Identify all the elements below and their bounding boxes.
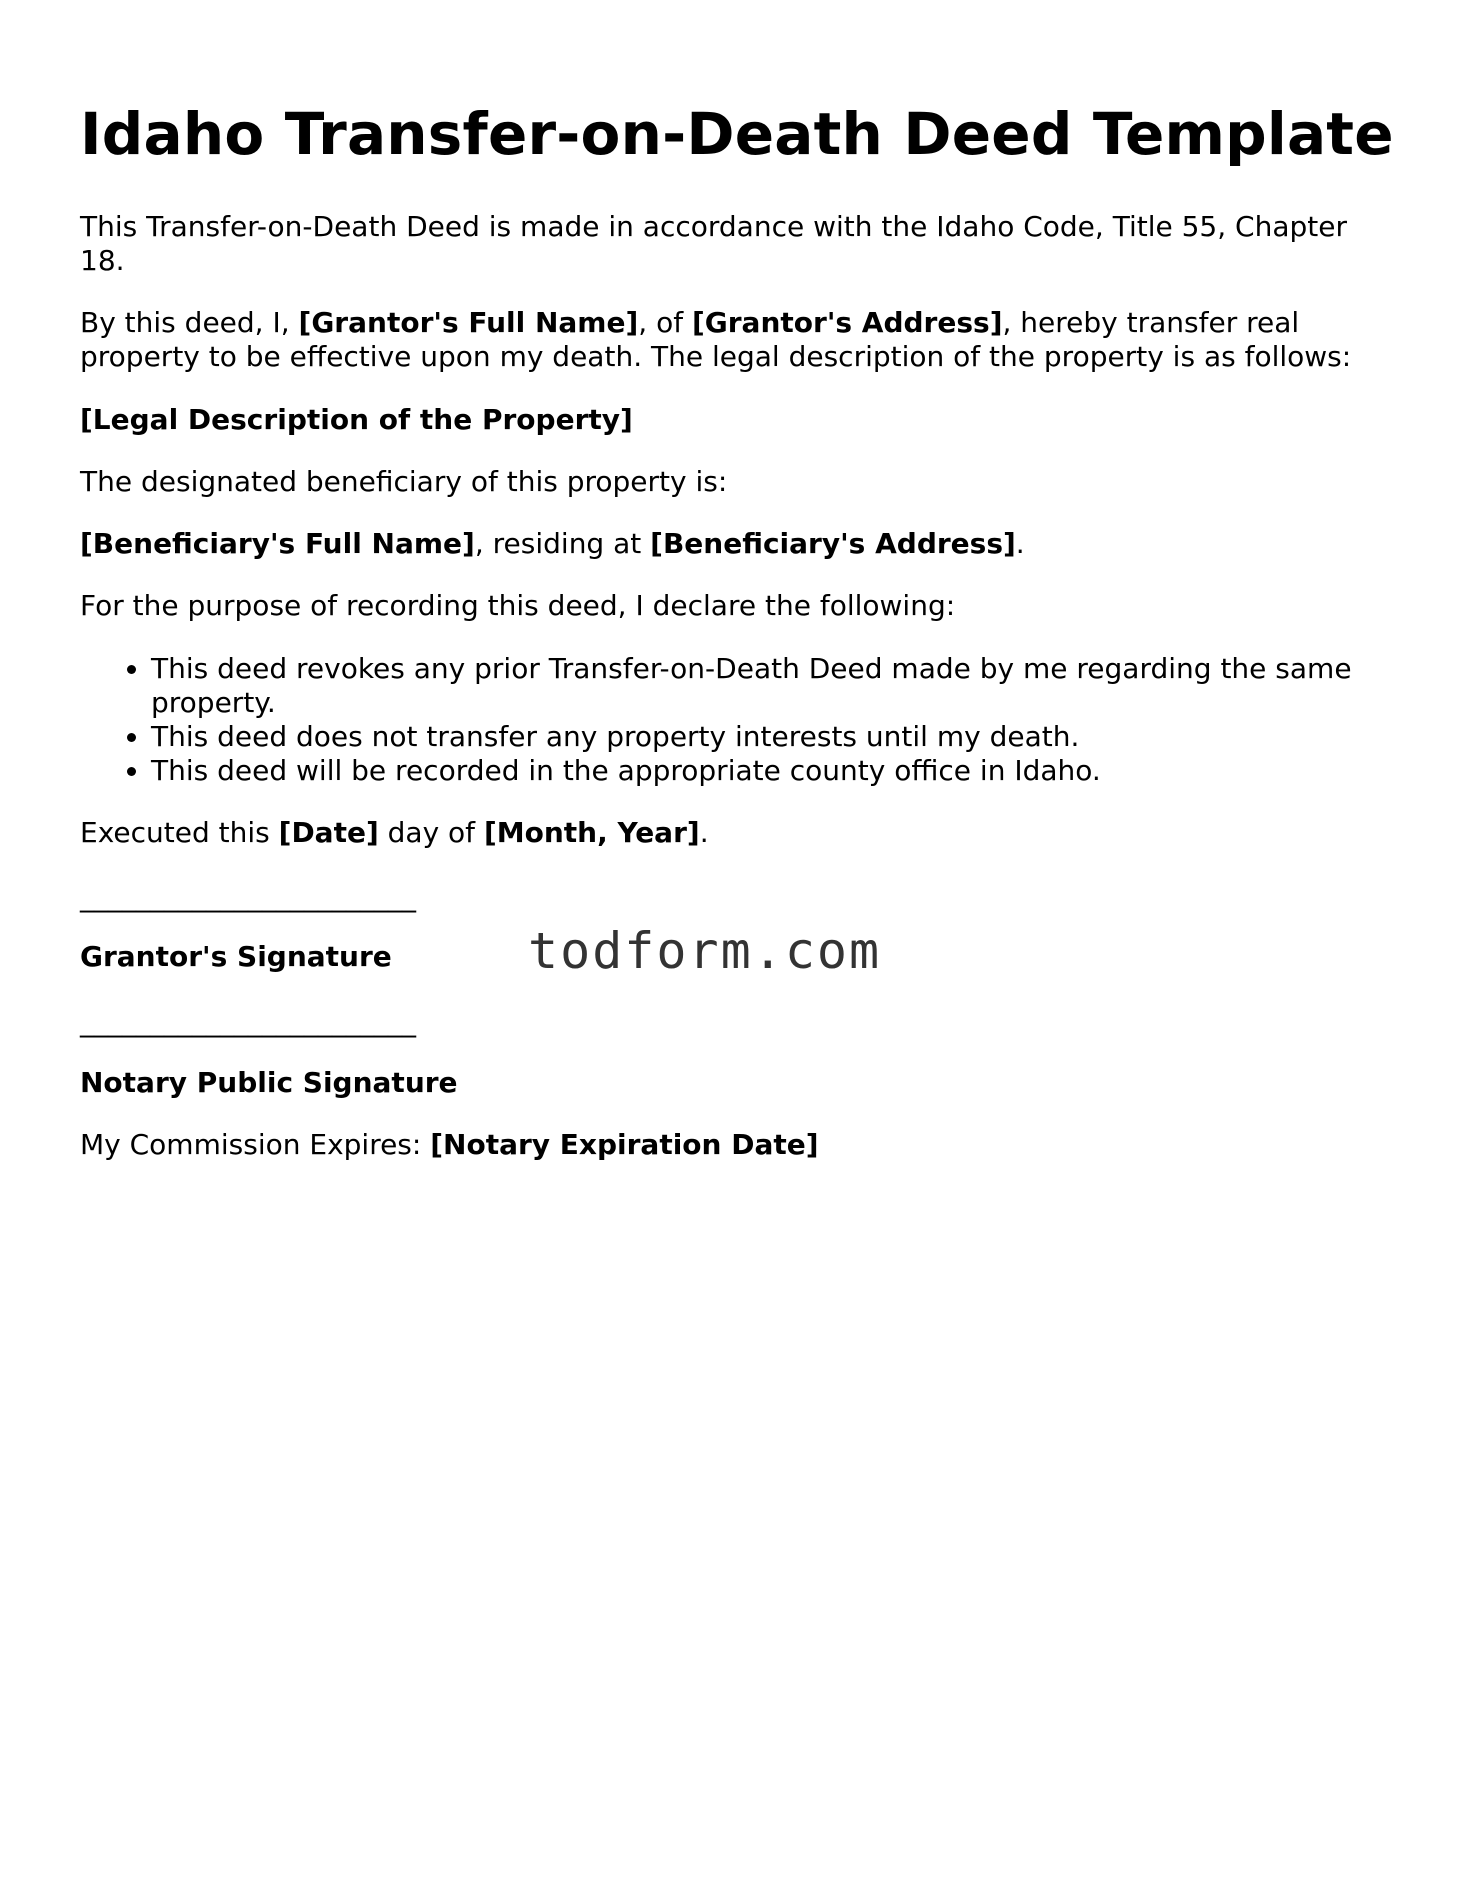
executed-paragraph <box>80 816 1380 850</box>
date-placeholder: [Date] <box>278 816 379 849</box>
month-year-placeholder: [Month, Year] <box>483 816 700 849</box>
watermark-text: todform.com <box>528 922 882 980</box>
beneficiary-text-mid: , residing at <box>474 527 651 560</box>
grant-text-mid: , of <box>638 306 692 339</box>
declaration-item: • This deed will be recorded in the appropriate county office in Idaho. <box>151 754 1451 788</box>
commission-paragraph <box>80 1128 1380 1162</box>
declaration-item: • This deed revokes any prior Transfer-on-Death Deed made by me regarding the same property. <box>151 652 1451 720</box>
grantor-name-placeholder: [Grantor's Full Name] <box>298 306 639 339</box>
notary-signature-line: ________________________ <box>80 1005 416 1038</box>
beneficiary-address-placeholder: [Beneficiary's Address] <box>650 527 1016 560</box>
executed-text-end: . <box>699 816 709 849</box>
grantor-address-placeholder: [Grantor's Address] <box>691 306 1003 339</box>
intro-paragraph: This Transfer-on-Death Deed is made in accordance with the Idaho Code, Title 55, Chapter 18. <box>80 210 1347 277</box>
notary-signature-label-row <box>80 1066 1380 1100</box>
notary-signature-label: Notary Public Signature <box>80 1066 458 1099</box>
grant-paragraph <box>80 306 1380 374</box>
notary-expiration-placeholder: [Notary Expiration Date] <box>430 1128 819 1161</box>
declaration-item: • This deed does not transfer any property interests until my death. <box>151 720 1451 754</box>
declarations-list <box>80 652 1451 788</box>
grantor-signature-line: ________________________ <box>80 880 416 913</box>
legal-description-placeholder: [Legal Description of the Property] <box>80 403 633 436</box>
beneficiary-intro: The designated beneficiary of this property is: <box>80 465 728 498</box>
executed-text-mid: day of <box>378 816 484 849</box>
beneficiary-paragraph <box>80 527 1380 561</box>
beneficiary-text-end: . <box>1015 527 1025 560</box>
grant-text-pre: By this deed, I, <box>80 306 299 339</box>
declare-intro: For the purpose of recording this deed, I declare the following: <box>80 589 956 622</box>
document-title: Idaho Transfer-on-Death Deed Template <box>80 100 1394 168</box>
executed-text-pre: Executed this <box>80 816 279 849</box>
commission-label: My Commission Expires: <box>80 1128 431 1161</box>
grant-text-post: , hereby transfer real property to be effective upon my death. The legal description of the property is as follows: <box>80 306 1352 373</box>
legal-description-paragraph <box>80 403 1380 437</box>
beneficiary-name-placeholder: [Beneficiary's Full Name] <box>80 527 475 560</box>
grantor-signature-label: Grantor's Signature <box>80 940 392 973</box>
